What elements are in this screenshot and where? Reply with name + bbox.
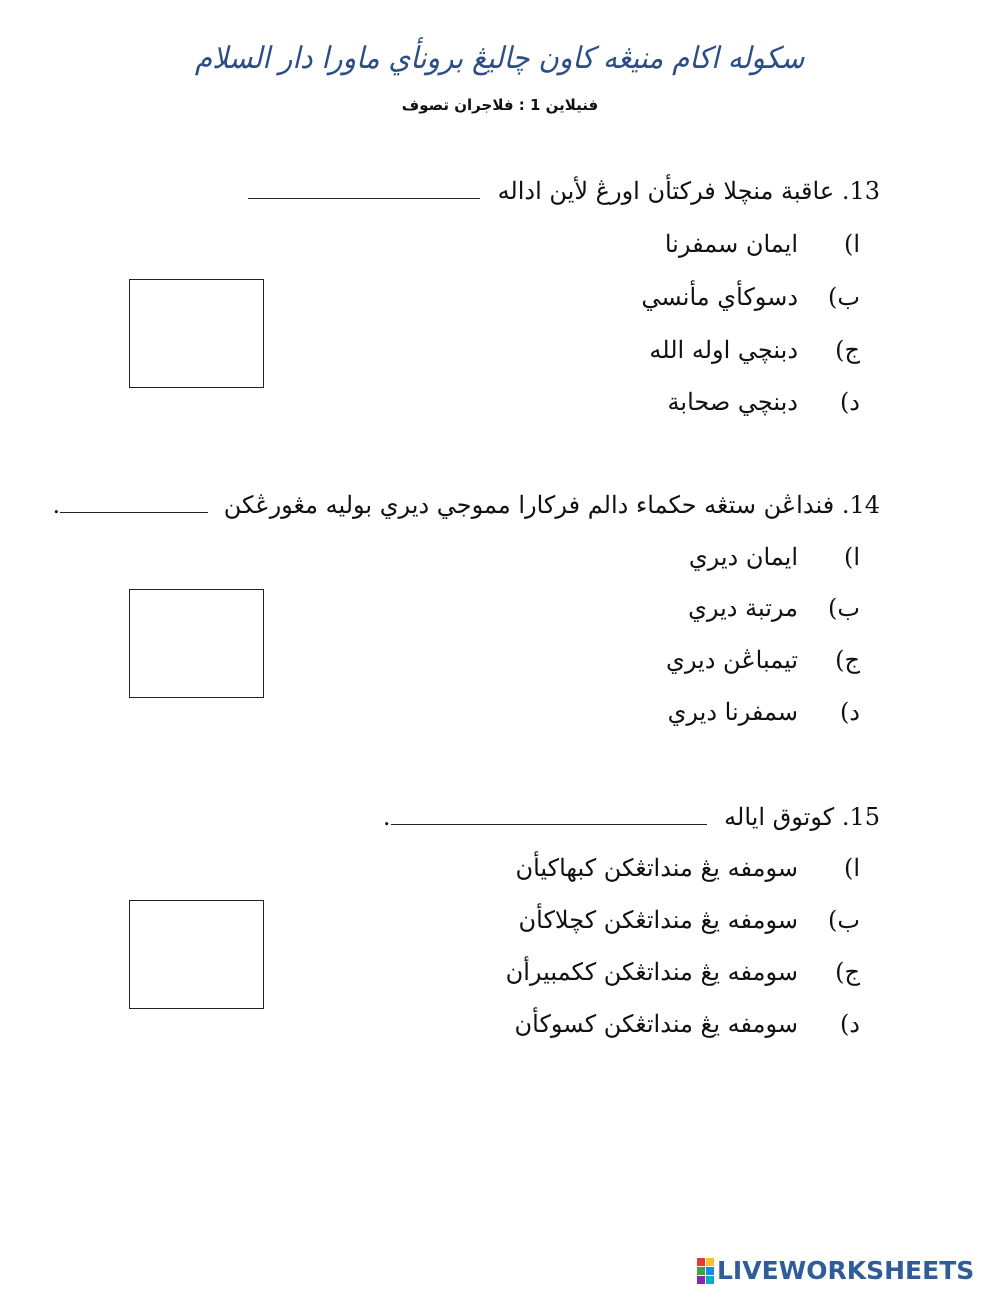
school-banner [195,30,805,86]
option-text: سومفه يڠ منداتڠكن كچلاكأن [518,906,798,934]
option-14-d [668,698,860,726]
question-15-text: كوتوق اياله [724,803,835,831]
option-15-c [506,958,860,986]
option-letter: ب) [828,283,860,311]
option-text: سومفه يڠ منداتڠكن ككمبيرأن [505,958,798,986]
option-letter: ج) [835,336,860,364]
question-15-number: 15. [841,803,880,831]
logo-block [697,1258,705,1266]
option-text: دسوكأي مأنسي [641,283,798,311]
option-letter: ا) [843,543,860,571]
option-text: ايمان سمفرنا [664,230,798,258]
logo-block [697,1267,705,1275]
option-15-b [519,906,860,934]
option-text: دبنچي صحابة [667,388,798,416]
worksheet-subtitle: فنيلاين 1 : فلاجران تصوف [401,96,599,114]
option-13-a [665,230,860,258]
option-letter: ج) [835,646,860,674]
option-letter: د) [839,388,860,416]
option-14-b [688,594,860,622]
question-14-trail: . [52,491,61,519]
option-letter: ا) [843,230,860,258]
question-13-text: عاقبة منچلا فركتأن اورڠ لأين اداله [497,177,835,205]
option-text: مرتبة ديري [688,594,798,622]
option-text: سومفه يڠ منداتڠكن كبهاكيأن [515,854,798,882]
option-13-c [649,336,860,364]
liveworksheets-footer [697,1256,974,1285]
question-13 [100,176,880,205]
question-15 [100,802,880,831]
logo-block [706,1276,714,1284]
answer-box-15[interactable] [129,900,264,1009]
option-letter: ج) [835,958,860,986]
option-letter: د) [839,1010,860,1038]
school-banner-text: سكوله اكام منيڠه كاون چاليڠ برونأي ماورا دار السلام [195,40,805,76]
option-text: سومفه يڠ منداتڠكن كسوكأن [514,1010,798,1038]
option-14-a [689,543,860,571]
question-13-number: 13. [841,177,880,205]
option-letter: ب) [828,906,860,934]
question-14-text: فنداڠن ستڠه حكماء دالم فركارا مموجي ديري بوليه مڠورڠكن [223,491,835,519]
liveworksheets-brand: LIVEWORKSHEETS [717,1256,975,1285]
option-text: سمفرنا ديري [667,698,798,726]
option-letter: ب) [828,594,860,622]
logo-block [706,1267,714,1275]
question-14-blank [60,490,208,513]
option-letter: ا) [843,854,860,882]
question-14-number: 14. [841,491,880,519]
option-text: ايمان ديري [688,543,798,571]
option-13-d [668,388,860,416]
liveworksheets-logo-icon [697,1258,714,1284]
option-15-d [515,1010,860,1038]
answer-box-13[interactable] [129,279,264,388]
logo-block [706,1258,714,1266]
answer-box-14[interactable] [129,589,264,698]
question-15-trail: . [382,803,391,831]
option-15-a [515,854,860,882]
option-letter: د) [839,698,860,726]
option-text: تيمباڠن ديري [666,646,798,674]
question-15-blank [391,802,707,825]
option-text: دبنچي اوله الله [649,336,798,364]
question-13-blank [248,176,480,199]
logo-block [697,1276,705,1284]
option-13-b [641,283,860,311]
option-14-c [666,646,860,674]
question-14 [52,490,880,519]
